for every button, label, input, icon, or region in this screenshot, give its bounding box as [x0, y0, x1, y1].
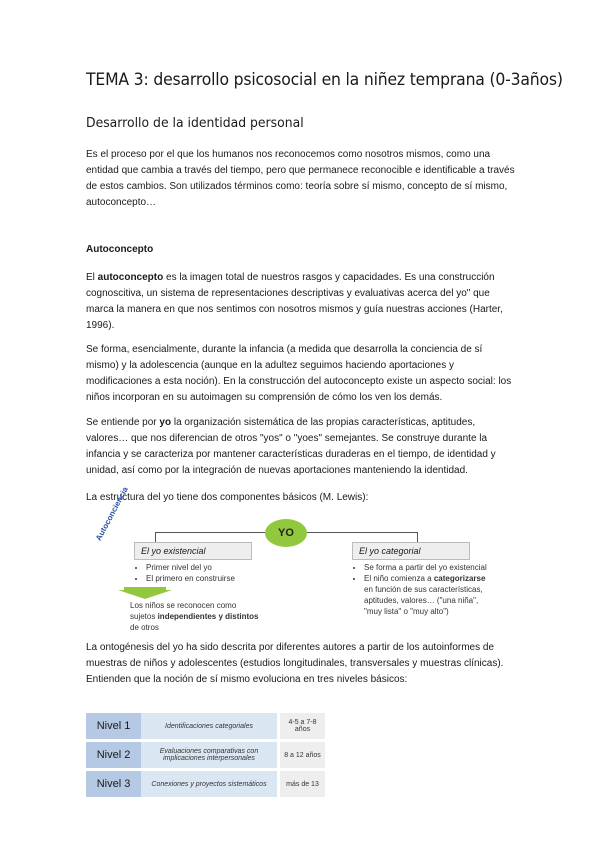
arrow-down-icon	[118, 587, 172, 599]
autoconcepto-heading: Autoconcepto	[86, 244, 154, 255]
text: es la imagen total de nuestros rasgos y capacidades. Es una construcción cognoscitiva, un sistema de representaciones descriptivas y evaluativas acerca del yo" que marca la manera en que nos sentimos con nosotros mismos y guía nuestras acciones (Harter, 1996).	[86, 272, 503, 331]
intro-paragraph: Es el proceso por el que los humanos nos reconocemos como nosotros mismos, como una entidad que cambia a través del tiempo, pero que permanece reconocible e identificable a través de estos cambios. Son utilizados términos como: teoría sobre sí mismo, concepto de sí mismo, autoconcepto…	[86, 149, 515, 208]
level-description: Evaluaciones comparativas con implicaciones interpersonales	[141, 742, 277, 768]
level-age: 4-5 a 7-8 años	[277, 713, 325, 739]
paragraph-yo	[86, 415, 516, 479]
levels-table	[86, 710, 325, 800]
yo-existencial-list	[134, 562, 254, 584]
level-age: 8 a 12 años	[277, 742, 325, 768]
list-item: • El primero en construirse	[146, 573, 254, 584]
paragraph-formacion: Se forma, esencialmente, durante la infancia (a medida que desarrolla la conciencia de sí mismo) y la adolescencia (aunque en la adultez seguimos haciendo aportaciones y modificaciones a esta noción). En la construcción del autoconcepto existe un aspecto social: los niños incorporan en su autoimagen su comprensión de cómo los ven los demás.	[86, 344, 512, 403]
text: la organización sistemática de las propias características, aptitudes, valores… que nos diferencian de otros "yos" o "yoes" semejantes. Se construye durante la infancia y se caracteriza por mantener características duraderas en el tiempo, de identidad y unidad, así como por la integración de nuevas aportaciones manteniendo la identidad.	[86, 417, 496, 476]
level-cell: Nivel 3	[86, 771, 141, 797]
autoconciencia-label: Autoconciencia	[94, 485, 130, 543]
text: de otros	[130, 623, 159, 632]
bold-term: independientes y distintos	[157, 612, 259, 621]
table-row	[86, 713, 325, 739]
level-cell: Nivel 2	[86, 742, 141, 768]
bold-term: autoconcepto	[97, 272, 164, 283]
text: El	[86, 272, 98, 283]
connector-line	[155, 532, 265, 533]
page-title: TEMA 3: desarrollo psicosocial en la niñez temprana (0-3años)	[86, 70, 563, 90]
yo-categorial-list	[352, 562, 487, 617]
yo-categorial-title: El yo categorial	[352, 542, 470, 560]
bold-term: yo	[159, 417, 172, 428]
list-item: • Se forma a partir del yo existencial	[364, 562, 487, 573]
text: Los niños se reconocen como sujetos	[130, 601, 237, 621]
level-description: Identificaciones categoriales	[141, 713, 277, 739]
bold-term: categorizarse	[433, 574, 486, 583]
yo-existencial-note	[130, 600, 260, 633]
connector-line	[155, 532, 156, 542]
level-cell: Nivel 1	[86, 713, 141, 739]
table-row	[86, 771, 325, 797]
table-row	[86, 742, 325, 768]
yo-existencial-title: El yo existencial	[134, 542, 252, 560]
paragraph-estructura: La estructura del yo tiene dos componentes básicos (M. Lewis):	[86, 492, 369, 503]
level-age: más de 13	[277, 771, 325, 797]
list-item: • Primer nivel del yo	[146, 562, 254, 573]
connector-line	[417, 532, 418, 542]
section-heading: Desarrollo de la identidad personal	[86, 115, 304, 131]
text: El niño comienza a	[364, 574, 434, 583]
yo-bubble: YO	[265, 519, 307, 547]
paragraph-autoconcepto	[86, 270, 516, 334]
paragraph-ontogenesis: La ontogénesis del yo ha sido descrita por diferentes autores a partir de los autoinformes de muestras de niños y adolescentes (estudios longitudinales, transversales y muestras clínicas). Entienden que la noción de sí mismo evoluciona en tres niveles básicos:	[86, 642, 504, 685]
text: en función de sus características, aptitudes, valores… ("una niña", "muy lista" o "muy alto")	[364, 585, 483, 616]
connector-line	[307, 532, 417, 533]
text: Se entiende por	[86, 417, 160, 428]
level-description: Conexiones y proyectos sistemáticos	[141, 771, 277, 797]
list-item	[364, 573, 487, 617]
